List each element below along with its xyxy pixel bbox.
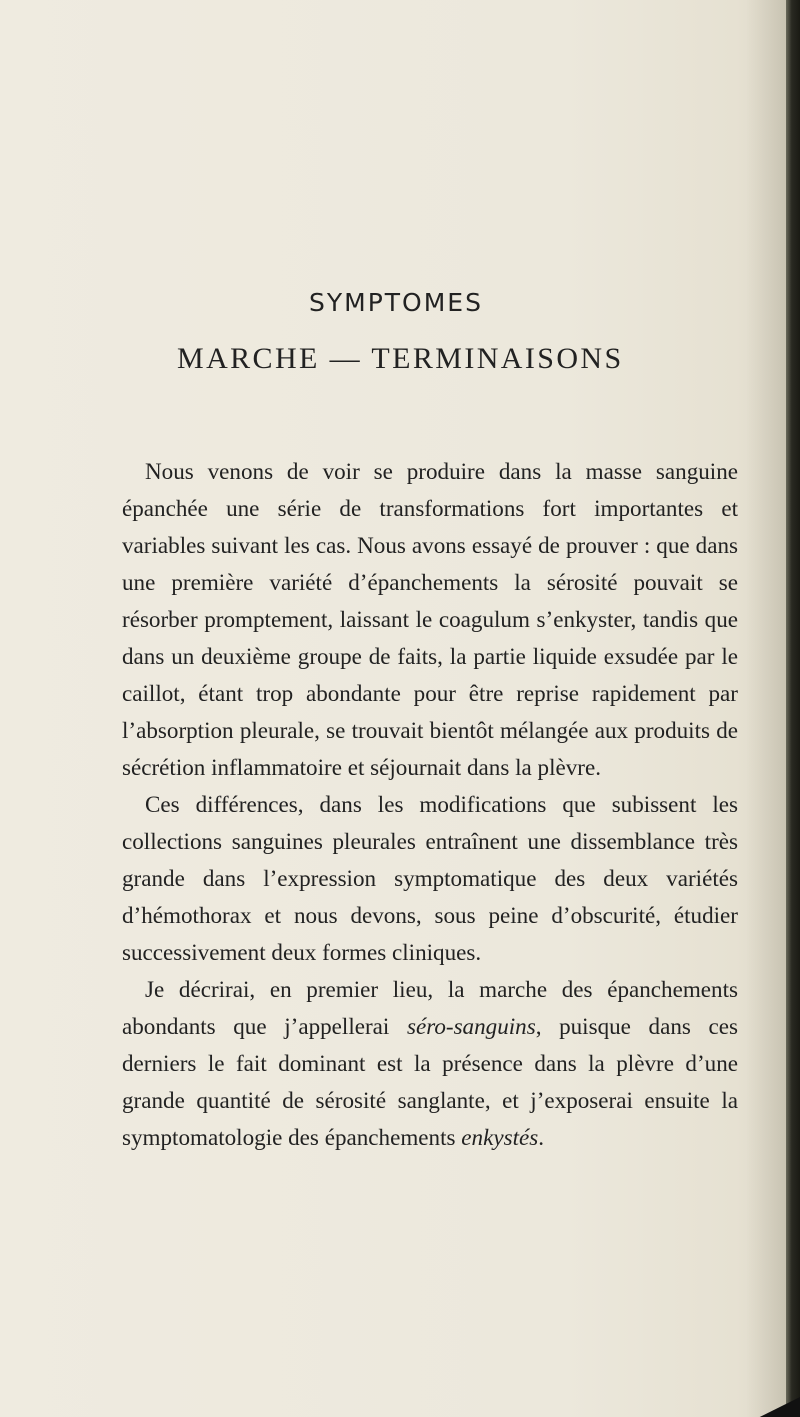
term-sero-sanguins: séro-sanguins	[406, 1013, 536, 1039]
book-binding-edge	[786, 0, 800, 1417]
paragraph-3	[122, 971, 738, 1156]
paragraph-2: Ces différences, dans les modifications que subissent les collections sanguines pleurales entraînent une dissemblance très grande dans l’expression symptomatique des deux variétés d’hémothorax et nous devons, sous peine d’obscurité, étudier successivement deux formes cliniques.	[122, 791, 738, 965]
chapter-subtitle: MARCHE — TERMINAISONS	[177, 342, 624, 375]
body-text	[122, 453, 738, 1156]
paragraph-3-part-3: .	[538, 1124, 545, 1150]
binding-shadow	[746, 0, 786, 1417]
term-enkystes: enkystés	[461, 1124, 539, 1150]
chapter-title: SYMPTOMES	[309, 288, 483, 317]
paragraph-3-part-2: , puisque dans ces derniers le fait dominant est la présence dans la plèvre d’une grande quantité de sérosité sanglante, et j’exposerai ensuite la symptomatologie des épanchements	[122, 1013, 738, 1150]
paragraph-3-part-1: Je décrirai, en premier lieu, la marche des épanchements abondants que j’appellerai	[122, 976, 738, 1039]
paragraph-1: Nous venons de voir se produire dans la masse sanguine épanchée une série de transformations fort importantes et variables suivant les cas. Nous avons essayé de prouver : que dans une première variété d’épanchements la sérosité pouvait se résorber promptement, laissant le coagulum s’enkyster, tandis que dans un deuxième groupe de faits, la partie liquide exsudée par le caillot, étant trop abondante pour être reprise rapidement par l’absorption pleurale, se trouvait bientôt mélangée aux produits de sécrétion inflammatoire et séjournait dans la plèvre.	[122, 458, 738, 780]
